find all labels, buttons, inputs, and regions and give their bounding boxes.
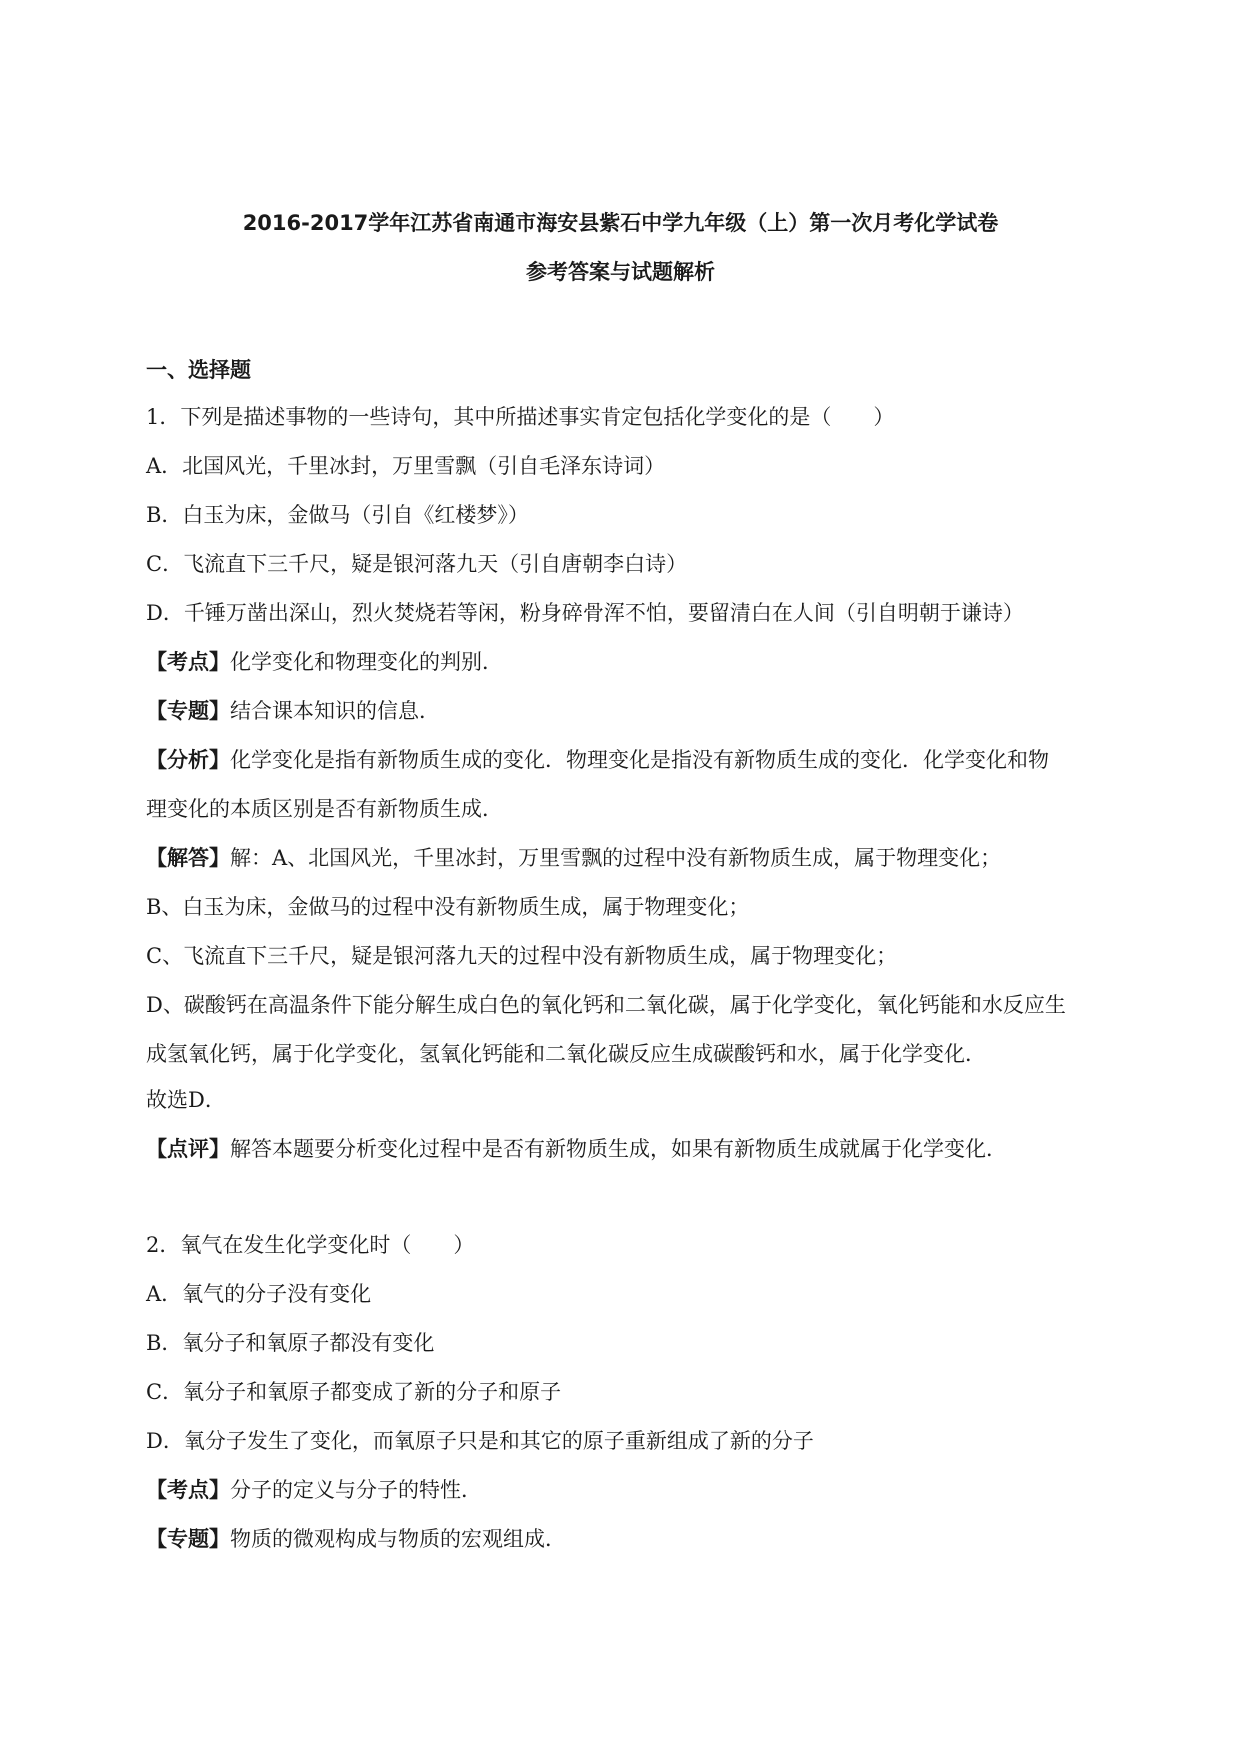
q1-dianping (146, 1135, 1106, 1163)
q1-option-b: B．白玉为床，金做马（引自《红楼梦》） (146, 503, 529, 527)
zhuanti-tag: 【专题】 (146, 1527, 230, 1551)
q1-jieda (146, 844, 1106, 872)
q1-option-c: C．飞流直下三千尺，疑是银河落九天（引自唐朝李白诗） (146, 552, 688, 576)
q1-jieda-d: D、碳酸钙在高温条件下能分解生成白色的氧化钙和二氧化碳，属于化学变化，氧化钙能和水反应生 (146, 993, 1066, 1017)
q1-jieda-c: C、飞流直下三千尺，疑是银河落九天的过程中没有新物质生成，属于物理变化； (146, 944, 898, 968)
fenxi-tag: 【分析】 (146, 748, 230, 772)
document-subtitle: 参考答案与试题解析 (526, 260, 715, 284)
jieda-tag: 【解答】 (146, 846, 230, 870)
q1-option-d: D．千锤万凿出深山，烈火焚烧若等闲，粉身碎骨浑不怕，要留清白在人间（引自明朝于谦诗） (146, 601, 1024, 625)
q2-stem: 2．氧气在发生化学变化时（ ） (146, 1233, 475, 1257)
q2-option-b: B．氧分子和氧原子都没有变化 (146, 1331, 435, 1355)
kaodian-text: 分子的定义与分子的特性． (230, 1478, 482, 1502)
q1-jieda-d-cont: 成氢氧化钙，属于化学变化，氢氧化钙能和二氧化碳反应生成碳酸钙和水，属于化学变化． (146, 1042, 986, 1066)
q2-zhuanti (146, 1525, 1106, 1553)
q2-kaodian (146, 1476, 1106, 1504)
q1-kaodian (146, 648, 1106, 676)
kaodian-tag: 【考点】 (146, 1478, 230, 1502)
dianping-tag: 【点评】 (146, 1137, 230, 1161)
zhuanti-text: 结合课本知识的信息． (230, 699, 440, 723)
zhuanti-text: 物质的微观构成与物质的宏观组成． (230, 1527, 566, 1551)
document-title: 2016-2017学年江苏省南通市海安县紫石中学九年级（上）第一次月考化学试卷 (242, 211, 999, 235)
q1-fenxi-cont: 理变化的本质区别是否有新物质生成． (146, 797, 503, 821)
q1-answer: 故选D． (146, 1088, 226, 1112)
dianping-text: 解答本题要分析变化过程中是否有新物质生成，如果有新物质生成就属于化学变化． (230, 1137, 1007, 1161)
q1-fenxi (146, 746, 1106, 774)
q1-zhuanti (146, 697, 1106, 725)
q2-option-a: A．氧气的分子没有变化 (146, 1282, 372, 1306)
q2-option-c: C．氧分子和氧原子都变成了新的分子和原子 (146, 1380, 562, 1404)
jieda-text: 解：A、北国风光，千里冰封，万里雪飘的过程中没有新物质生成，属于物理变化； (230, 846, 1002, 870)
q1-stem: 1．下列是描述事物的一些诗句，其中所描述事实肯定包括化学变化的是（ ） (146, 405, 895, 429)
kaodian-text: 化学变化和物理变化的判别． (230, 650, 503, 674)
q1-jieda-b: B、白玉为床，金做马的过程中没有新物质生成，属于物理变化； (146, 895, 750, 919)
q1-option-a: A．北国风光，千里冰封，万里雪飘（引自毛泽东诗词） (146, 454, 666, 478)
zhuanti-tag: 【专题】 (146, 699, 230, 723)
q2-option-d: D．氧分子发生了变化，而氧原子只是和其它的原子重新组成了新的分子 (146, 1429, 814, 1453)
kaodian-tag: 【考点】 (146, 650, 230, 674)
fenxi-text: 化学变化是指有新物质生成的变化．物理变化是指没有新物质生成的变化．化学变化和物 (230, 748, 1049, 772)
section-heading: 一、选择题 (146, 358, 251, 382)
